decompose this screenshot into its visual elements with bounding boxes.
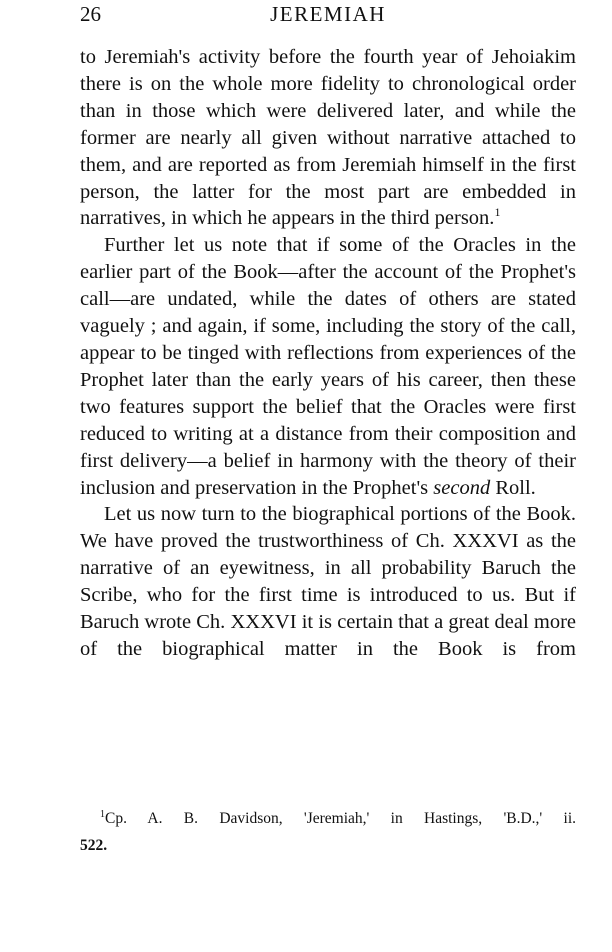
paragraph-1 [80, 44, 576, 232]
paragraph-3-text: Let us now turn to the biographical portions of the Book. We have proved the trustworthiness of Ch. XXXVI as the narrative of an eyewitness, in all probability Baruch the Scribe, who for the first time is introduced to us. But if Baruch wrote Ch. XXXVI it is certain that a great deal more of the biographical matter in the Book is from [80, 503, 576, 660]
paragraph-2 [80, 232, 576, 501]
footnote-marker: 1 [100, 809, 105, 820]
running-title: JEREMIAH [270, 2, 386, 26]
body-text [80, 44, 576, 663]
footnote-citation: Cp. A. B. Davidson, 'Jeremiah,' in Hastings, 'B.D.,' ii. [105, 810, 576, 827]
footnote-reference: 1 [494, 205, 501, 220]
paragraph-2-end: Roll. [490, 476, 536, 499]
page-number: 26 [80, 2, 101, 26]
paragraph-2-text: Further let us note that if some of the Oracles in the earlier part of the Book—after the account of the Prophet's call—are undated, while the dates of others are stated vaguely ; and again, if some, including the story of the call, appear to be tinged with reflections from experiences of the Prophet later than the early years of his career, then these two features support the belief that the Oracles were first reduced to writing at a distance from their composition and first delivery—a belief in harmony with the theory of their inclusion and preservation in the Prophet's [80, 234, 576, 499]
footnote [80, 805, 576, 859]
footnote-line-1 [80, 805, 576, 832]
footnote-line-2: 522. [80, 837, 108, 854]
emphasis-second: second [433, 476, 491, 499]
page-header [80, 2, 576, 26]
paragraph-3 [80, 501, 576, 662]
paragraph-1-text: to Jeremiah's activity before the fourth year of Jehoiakim there is on the whole more fidelity to chronological order than in those which were delivered later, and while the former are nearly all given without narrative attached to them, and are reported as from Jeremiah himself in the first person, the latter for the most part are embedded in narratives, in which he appears in the third person. [80, 46, 576, 230]
